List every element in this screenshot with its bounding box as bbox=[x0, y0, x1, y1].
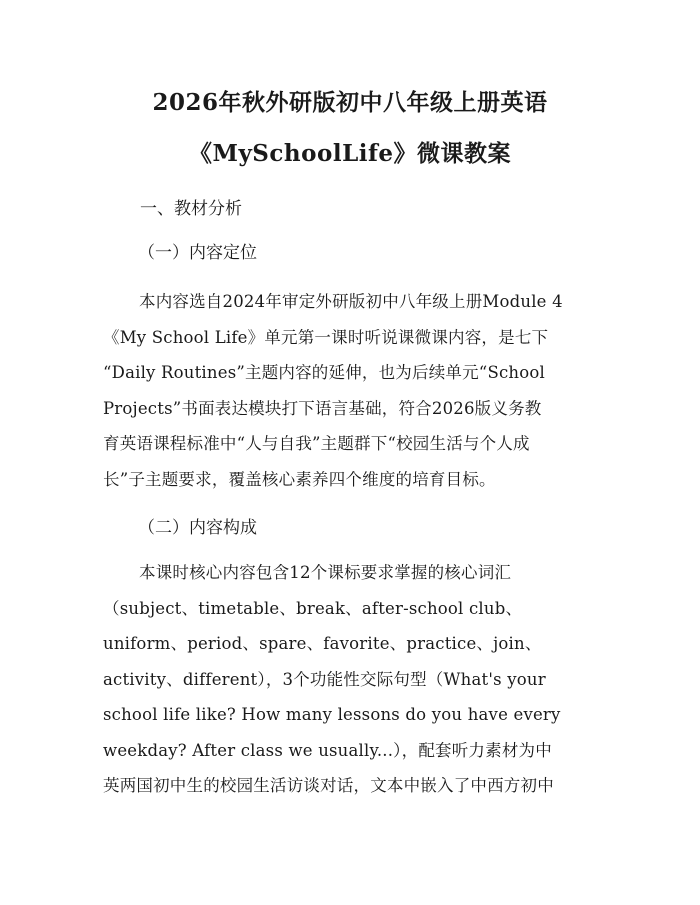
paragraph-line: school life like? How many lessons do you have every bbox=[103, 705, 561, 724]
paragraph-line: 育英语课程标准中“人与自我”主题群下“校园生活与个人成 bbox=[103, 434, 530, 453]
paragraph-content-composition bbox=[103, 555, 603, 804]
subsection-heading-content-positioning: （一）内容定位 bbox=[138, 243, 257, 263]
paragraph-line: activity、different），3个功能性交际句型（What's your bbox=[103, 669, 546, 689]
paragraph-line: weekday? After class we usually...），配套听力素材为中 bbox=[103, 740, 552, 760]
paragraph-line: 《My School Life》单元第一课时听说课微课内容，是七下 bbox=[103, 327, 549, 347]
paragraph-line: Projects”书面表达模块打下语言基础，符合2026版义务教 bbox=[103, 398, 542, 418]
document-title-line-2: 《MySchoolLife》微课教案 bbox=[188, 140, 511, 167]
subsection-heading-content-composition: （二）内容构成 bbox=[138, 518, 257, 538]
paragraph-line: 本内容选自2024年审定外研版初中八年级上册Module 4 bbox=[139, 292, 563, 311]
paragraph-line: “Daily Routines”主题内容的延伸，也为后续单元“School bbox=[103, 363, 545, 382]
paragraph-line: 本课时核心内容包含12个课标要求掌握的核心词汇 bbox=[139, 563, 512, 582]
paragraph-line: （subject、timetable、break、after-school club、 bbox=[103, 598, 523, 618]
paragraph-content-positioning bbox=[103, 284, 603, 497]
paragraph-line: 英两国初中生的校园生活访谈对话，文本中嵌入了中西方初中 bbox=[103, 776, 554, 795]
paragraph-line: uniform、period、spare、favorite、practice、join、 bbox=[103, 634, 542, 653]
document-title-line-1: 2026年秋外研版初中八年级上册英语 bbox=[152, 89, 548, 116]
paragraph-line: 长”子主题要求，覆盖核心素养四个维度的培育目标。 bbox=[103, 469, 496, 489]
section-heading-textbook-analysis: 一、教材分析 bbox=[140, 199, 242, 219]
